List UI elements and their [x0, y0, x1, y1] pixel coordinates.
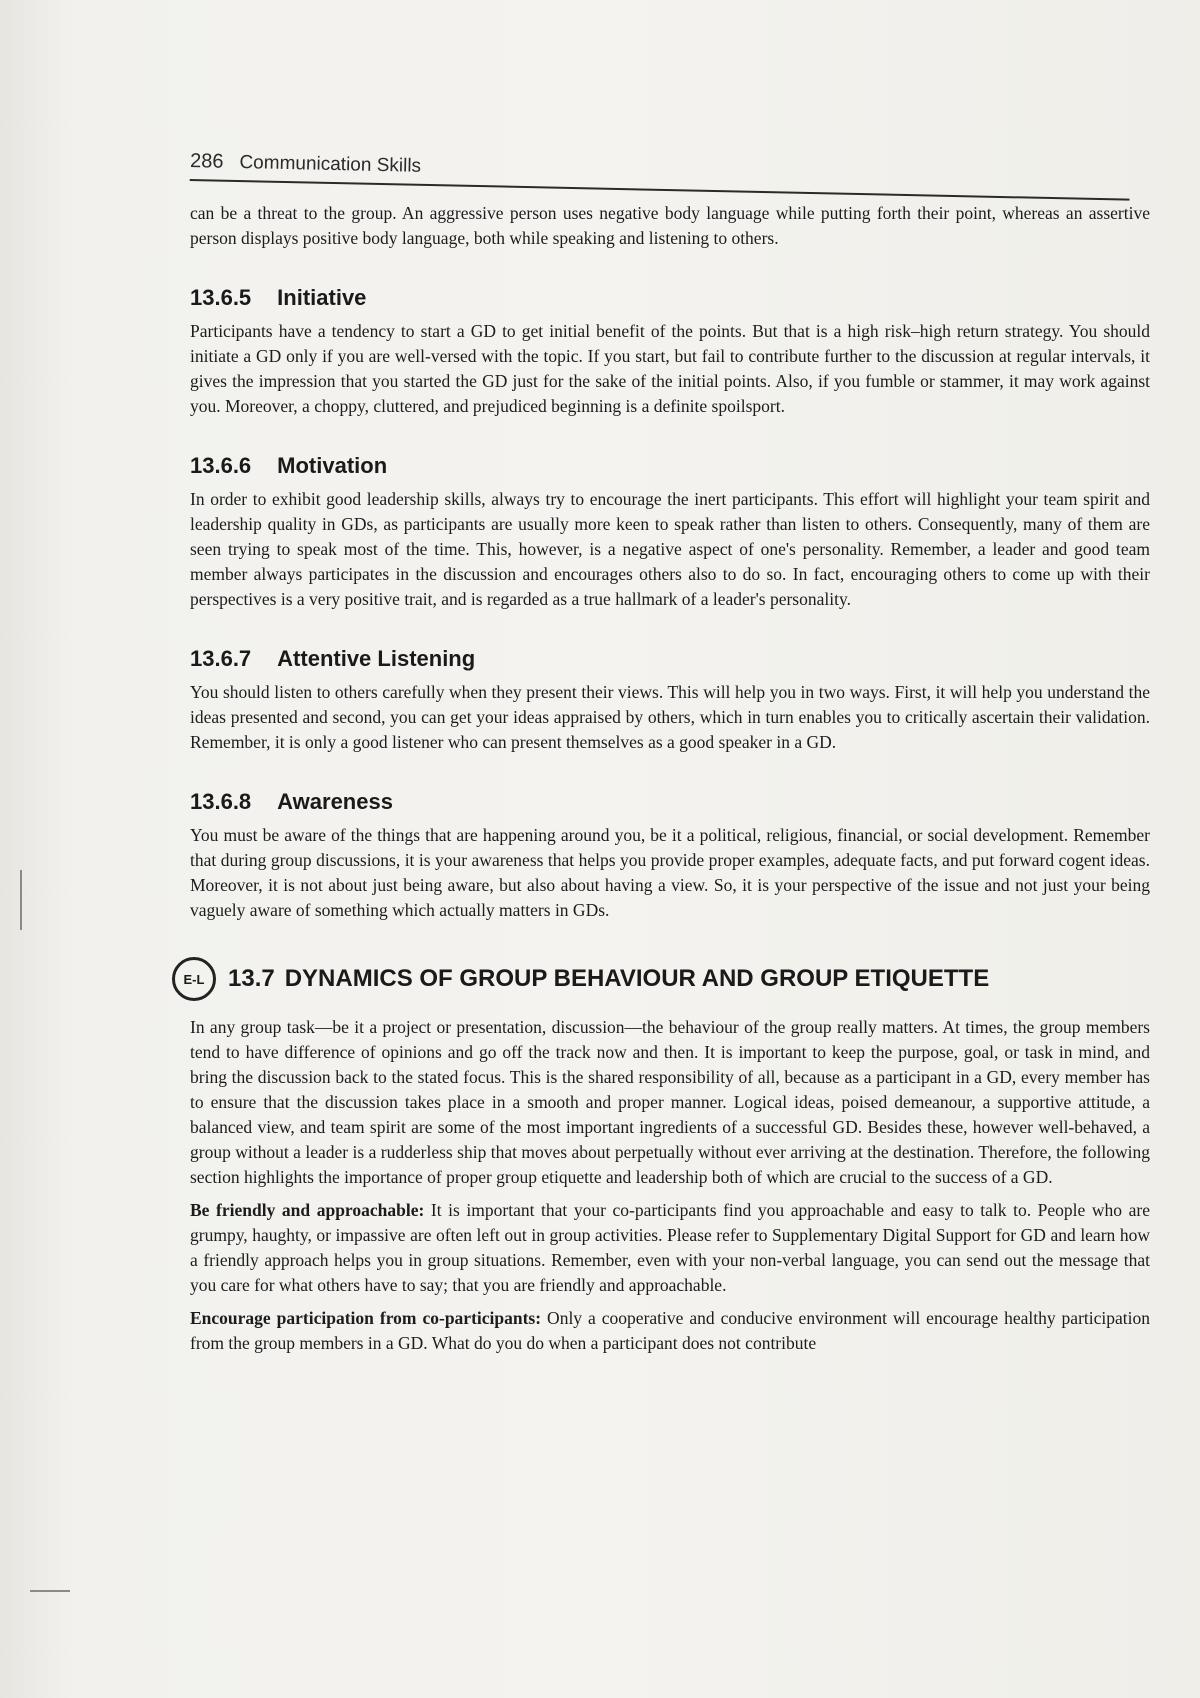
point-lead: Encourage participation from co-participants:	[190, 1308, 542, 1328]
section-body: You should listen to others carefully when they present their views. This will help you in two ways. First, it will help you understand the ideas presented and second, you can get your ideas appraised by others, which in turn enables you to critically ascertain their validation. Remember, it is only a good listener who can present themselves as a good speaker in a GD.	[190, 682, 1150, 752]
section-title: Awareness	[277, 789, 393, 814]
section-heading	[190, 453, 1150, 479]
section-title: Motivation	[277, 453, 388, 478]
section-title: Attentive Listening	[277, 646, 476, 671]
section-number: 13.6.6	[190, 453, 252, 478]
page-number: 286	[189, 150, 224, 173]
section-motivation	[190, 453, 1150, 612]
point-text: Only a cooperative and conducive environment will encourage healthy participation from the group members in a GD. What do you do when a participant does not contribute	[190, 1308, 1150, 1353]
point-text: It is important that your co-participants find you approachable and easy to talk to. People who are grumpy, haughty, or impassive are often left out in group activities. Please refer to Supplementary Digital Support for GD and learn how a friendly approach helps you in group situations. Remember, even with your non-verbal language, you can send out the message that you care for what others have to say; that you are friendly and approachable.	[190, 1200, 1150, 1295]
section-number: 13.6.5	[190, 285, 252, 310]
book-title: Communication Skills	[239, 152, 422, 177]
section-number: 13.7	[228, 965, 275, 992]
section-title: DYNAMICS OF GROUP BEHAVIOUR AND GROUP ETIQUETTE	[284, 965, 990, 992]
section-group-dynamics	[183, 957, 1150, 1356]
page-content	[183, 150, 1150, 1356]
section-body: In order to exhibit good leadership skills, always try to encourage the inert participants. This effort will highlight your team spirit and leadership quality in GDs, as participants are usually more keen to speak rather than listen to others. Consequently, many of them are seen trying to speak most of the time. This, however, is a negative aspect of one's personality. Remember, a leader and good team member always participates in the discussion and encourages others also to do so. In fact, encouraging others to come up with their perspectives is a very positive trait, and is regarded as a true hallmark of a leader's personality.	[190, 489, 1150, 609]
point-paragraph	[190, 1198, 1150, 1298]
section-awareness	[190, 789, 1150, 923]
running-head	[190, 150, 1130, 201]
point-lead: Be friendly and approachable:	[190, 1200, 425, 1220]
e-learning-icon: E-L	[172, 957, 216, 1001]
section-heading	[190, 789, 1150, 815]
point-paragraph	[190, 1306, 1150, 1356]
section-heading	[190, 285, 1150, 311]
section-body: Participants have a tendency to start a GD to get initial benefit of the points. But that is a high risk–high return strategy. You should initiate a GD only if you are well-versed with the topic. If you start, but fail to contribute further to the discussion at regular intervals, it gives the impression that you started the GD just for the sake of the initial points. Also, if you fumble or stammer, it may work against you. Moreover, a choppy, cluttered, and prejudiced beginning is a definite spoilsport.	[190, 321, 1150, 416]
chapter-section-heading	[172, 957, 1150, 1001]
section-attentive-listening	[190, 646, 1150, 755]
section-body: In any group task—be it a project or presentation, discussion—the behaviour of the group really matters. At times, the group members tend to have difference of opinions and go off the track now and then. It is important to keep the purpose, goal, or task in mind, and bring the discussion back to the stated focus. This is the shared responsibility of all, because as a participant in a GD, every member has to ensure that the discussion takes place in a smooth and proper manner. Logical ideas, poised demeanour, a supportive attitude, a balanced view, and team spirit are some of the most important ingredients of a successful GD. Besides these, however well-behaved, a group without a leader is a rudderless ship that moves about perpetually without ever arriving at the destination. Therefore, the following section highlights the importance of proper group etiquette and leadership both of which are crucial to the success of a GD.	[190, 1017, 1150, 1187]
section-body: You must be aware of the things that are happening around you, be it a political, religious, financial, or social development. Remember that during group discussions, it is your awareness that helps you provide proper examples, adequate facts, and put forward cogent ideas. Moreover, it is not about just being aware, but also about having a view. So, it is your perspective of the issue and not just your being vaguely aware of something which actually matters in GDs.	[190, 825, 1150, 920]
section-initiative	[190, 285, 1150, 419]
section-heading	[190, 646, 1150, 672]
intro-paragraph: can be a threat to the group. An aggressive person uses negative body language while putting forth their point, whereas an assertive person displays positive body language, both while speaking and listening to others.	[190, 203, 1150, 248]
section-title: Initiative	[277, 285, 367, 310]
margin-mark	[30, 1590, 70, 1592]
section-number: 13.6.7	[190, 646, 252, 671]
margin-mark	[20, 870, 22, 930]
section-number: 13.6.8	[190, 789, 252, 814]
